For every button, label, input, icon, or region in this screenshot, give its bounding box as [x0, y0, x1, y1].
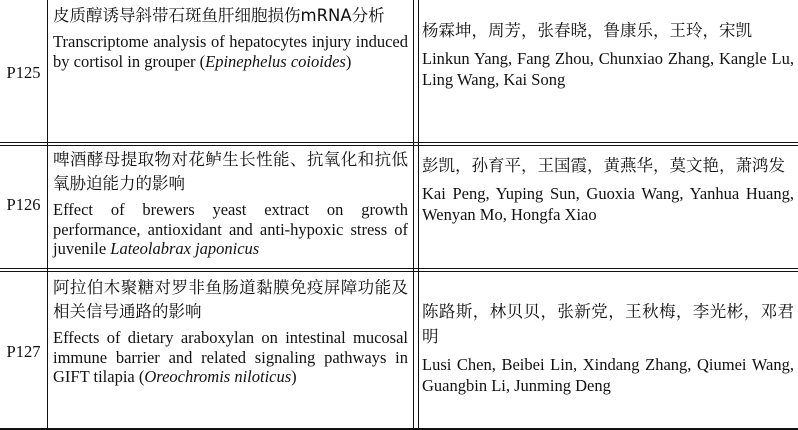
authors-en: Lusi Chen, Beibei Lin, Xindang Zhang, Qiumei Wang, Guangbin Li, Junming Deng [422, 355, 794, 395]
species-name: Lateolabrax japonicus [110, 239, 260, 258]
authors-en: Linkun Yang, Fang Zhou, Chunxiao Zhang, Kangle Lu, Ling Wang, Kai Song [422, 49, 794, 89]
authors-zh: 杨霖坤，周芳，张春晓，鲁康乐，王玲，宋凯 [422, 21, 752, 40]
title-cell [53, 148, 408, 259]
column-divider [418, 0, 419, 142]
authors-cell [422, 153, 794, 225]
title-en-text: Effect of brewers yeast extract on growth performance, antioxidant and anti-hypoxic stress of juvenile [53, 200, 408, 258]
title-en [53, 32, 408, 71]
title-zh: 阿拉伯木聚糖对罗非鱼肠道黏膜免疫屏障功能及相关信号通路的影响 [53, 278, 408, 321]
table-row [0, 268, 798, 430]
column-divider [47, 0, 48, 142]
title-en-tail: ) [291, 367, 297, 386]
title-cell [53, 4, 408, 71]
authors-en: Kai Peng, Yuping Sun, Guoxia Wang, Yanhua Huang, Wenyan Mo, Hongfa Xiao [422, 184, 794, 224]
title-cell [53, 276, 408, 387]
authors-cell [422, 18, 794, 90]
column-divider [413, 269, 414, 430]
column-divider [418, 269, 419, 430]
title-en-text: Effects of dietary araboxylan on intestinal mucosal immune barrier and related signaling pathways in GIFT tilapia ( [53, 328, 408, 386]
title-zh: 皮质醇诱导斜带石斑鱼肝细胞损伤mRNA分析 [53, 6, 385, 25]
authors-cell [422, 299, 794, 396]
title-en-tail: ) [345, 51, 352, 71]
poster-code: P126 [6, 195, 41, 214]
table-row [0, 142, 798, 268]
species-name: Epinephelus coioides [205, 51, 346, 71]
column-divider [418, 143, 419, 268]
species-name: Oreochromis niloticus [144, 367, 292, 386]
poster-code: P127 [6, 342, 41, 361]
authors-zh: 陈路斯，林贝贝，张新党，王秋梅，李光彬，邓君明 [422, 302, 794, 346]
authors-zh: 彭凯，孙育平，王国霞，黄燕华，莫文艳，萧鸿发 [422, 156, 785, 175]
column-divider [413, 0, 414, 142]
column-divider [47, 143, 48, 268]
title-en [53, 200, 408, 259]
title-en [53, 328, 408, 387]
table-row [0, 0, 798, 142]
column-divider [47, 269, 48, 430]
column-divider [413, 143, 414, 268]
title-en-text: Transcriptome analysis of hepatocytes injury induced by cortisol in grouper ( [53, 32, 408, 71]
poster-code: P125 [6, 63, 41, 82]
title-zh: 啤酒酵母提取物对花鲈生长性能、抗氧化和抗低氧胁迫能力的影响 [53, 150, 408, 193]
